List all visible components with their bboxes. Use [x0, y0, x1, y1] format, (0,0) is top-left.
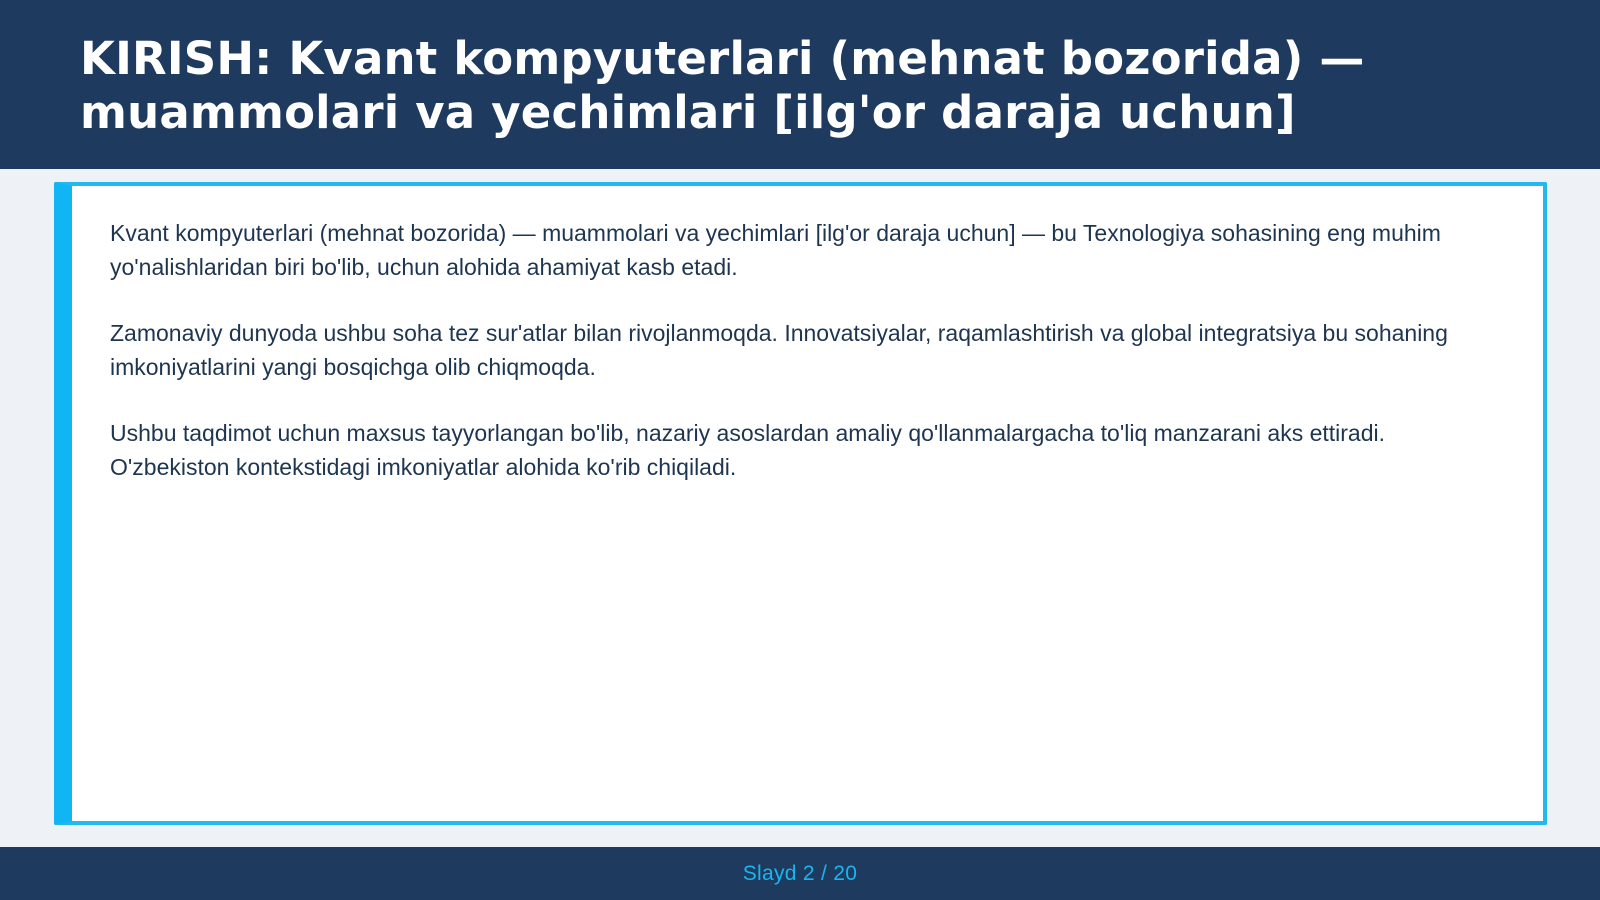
slide-footer: [0, 847, 1600, 900]
intro-paragraph-1: Kvant kompyuterlari (mehnat bozorida) — muammolari va yechimlari [ilg'or daraja uchun] — bu Texnologiya sohasining eng muhim yo'nalishlaridan biri bo'lib, uchun alohida ahamiyat kasb etadi.: [110, 220, 1441, 280]
slide-counter: Slayd 2 / 20: [742, 861, 858, 885]
intro-paragraph-3: Ushbu taqdimot uchun maxsus tayyorlangan bo'lib, nazariy asoslardan amaliy qo'llanmalargacha to'liq manzarani aks ettiradi. O'zbekiston kontekstidagi imkoniyatlar alohida ko'rib chiqiladi.: [110, 420, 1386, 480]
intro-paragraph-2: Zamonaviy dunyoda ushbu soha tez sur'atlar bilan rivojlanmoqda. Innovatsiyalar, raqamlashtirish va global integratsiya bu sohaning imkoniyatlarini yangi bosqichga olib chiqmoqda.: [110, 320, 1448, 380]
slide-title: KIRISH: Kvant kompyuterlari (mehnat bozorida) — muammolari va yechimlari [ilg'or daraja uchun]: [80, 32, 1365, 139]
slide-header: [0, 0, 1600, 169]
content-card: [54, 182, 1547, 825]
